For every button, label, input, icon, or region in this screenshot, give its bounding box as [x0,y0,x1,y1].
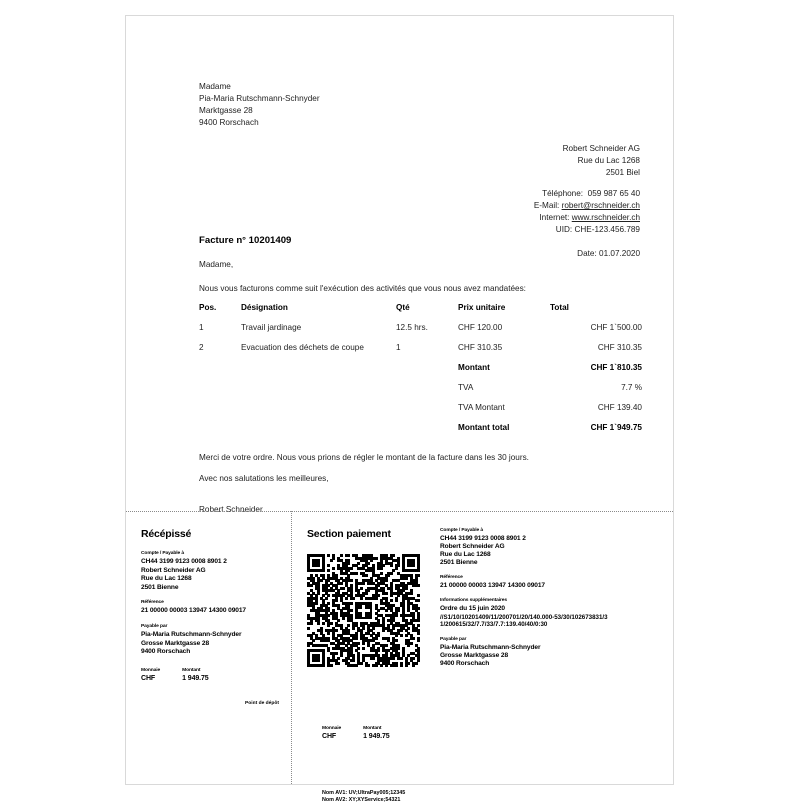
summary-value: CHF 139.40 [597,403,642,412]
payment-account-iban: CH44 3199 9123 0008 8901 2 [440,535,526,542]
receipt-account-name: Robert Schneider AG [141,566,206,574]
phone-line [534,188,640,200]
alt-scheme-line-2: Nom AV2: XY;XYService;54321 [322,797,401,804]
cell-designation: Travail jardinage [241,323,302,332]
summary-label: Montant [458,363,490,372]
th-qty: Qté [396,303,410,312]
payment-payable-name: Pia-Maria Rutschmann-Schnyder [440,643,541,651]
table-header-row [199,303,642,323]
invoice-salutation: Madame, [199,260,234,269]
invoice-section [126,16,673,514]
summary-row-subtotal [199,363,642,383]
sender-address [563,143,640,179]
receipt-reference-header: Référence [141,600,164,606]
summary-row-grand-total [199,423,642,443]
payment-currency-value: CHF [322,733,337,740]
closing-text-payment-terms: Merci de votre ordre. Nous vous prions de régler le montant de la facture dans les 30 jours. [199,453,529,462]
payment-account-block [440,528,663,567]
payment-amount-header: Montant [363,726,382,731]
payment-left-column [307,554,427,804]
swiss-qr-code [307,554,420,667]
payment-currency-header: Monnaie [322,726,342,731]
th-total: Total [550,303,569,312]
receipt-payable-city: 9400 Rorschach [141,648,191,656]
receipt-payable-name: Pia-Maria Rutschmann-Schnyder [141,630,242,638]
payment-account-name: Robert Schneider AG [440,543,505,551]
payment-payable-city: 9400 Rorschach [440,659,490,667]
payment-structured-message: //S1/10/10201409/11/200701/20/140.000-53/30/102673831/31/200615/32/7.7/33/7.7:139.40/40/0:30 [440,613,608,629]
receipt-payable-block [141,624,281,657]
payment-payable-block [440,637,663,668]
payment-account-city: 2501 Bienne [440,559,478,567]
alt-scheme-line-1: Nom AV1: UV;UltraPay005;12345 [322,790,406,796]
receipt-currency-header: Monnaie [141,668,161,674]
payment-currency-col [322,726,341,741]
receipt-account-city: 2501 Bienne [141,583,179,591]
payment-amount-block [322,726,390,741]
sender-city: 2501 Biel [605,168,640,178]
internet-label: Internet: [539,213,570,223]
receipt-part [126,512,291,784]
receipt-payable-header: Payable par [141,623,168,629]
line-items-table [199,303,642,443]
cell-total: CHF 1`500.00 [590,323,642,332]
receipt-account-header: Compte / Payable à [141,551,185,556]
qr-bill-section [126,512,673,804]
cell-unit-price: CHF 310.35 [458,343,503,352]
payment-account-street: Rue du Lac 1268 [440,551,491,559]
cell-pos: 1 [199,323,204,332]
sender-company: Robert Schneider AG [562,144,640,153]
payment-right-column [440,528,663,676]
receipt-reference-value: 21 00000 00003 13947 14300 09017 [141,607,246,615]
payment-additional-line: Ordre du 15 juin 2020 [440,605,505,613]
cell-total: CHF 310.35 [597,343,642,352]
receipt-account-street: Rue du Lac 1268 [141,575,192,583]
cell-qty: 1 [396,343,401,352]
payment-reference-header: Référence [440,575,463,581]
summary-label: Montant total [458,423,510,432]
payment-amount-col [363,726,389,741]
recipient-name: Pia-Maria Rutschmann-Schnyder [199,94,320,104]
summary-label: TVA [458,383,474,392]
phone-label: Téléphone: [542,189,584,198]
receipt-currency-value: CHF [141,675,156,683]
alternative-schemes [322,790,405,804]
payment-additional-info-block [440,598,663,628]
invoice-title: Facture n° 10201409 [199,235,292,246]
receipt-account-block [141,551,281,592]
email-line [534,200,640,212]
summary-label: TVA Montant [458,403,505,412]
invoice-date: Date: 01.07.2020 [577,249,640,258]
receipt-amount-block [141,668,209,684]
acceptance-point-label: Point de dépôt [245,701,279,706]
payment-part [292,512,673,804]
payment-payable-header: Payable par [440,636,467,642]
website-link[interactable]: www.rschneider.ch [571,213,640,223]
sender-street: Rue du Lac 1268 [577,156,640,166]
recipient-street: Marktgasse 28 [199,106,253,116]
receipt-amount-col [182,668,208,684]
cell-unit-price: CHF 120.00 [458,323,503,332]
cell-designation: Evacuation des déchets de coupe [241,343,364,352]
closing-text-greeting: Avec nos salutations les meilleures, [199,474,329,483]
th-unit-price: Prix unitaire [458,303,506,312]
swiss-cross-icon [354,601,373,620]
receipt-payable-street: Grosse Marktgasse 28 [141,639,210,647]
th-designation: Désignation [241,303,288,312]
receipt-amount-header: Montant [182,668,201,674]
recipient-address [199,81,320,129]
receipt-reference-block [141,600,281,616]
table-row [199,343,642,363]
summary-value: 7.7 % [621,383,642,392]
email-link[interactable]: robert@rschneider.ch [561,201,640,211]
cell-pos: 2 [199,343,204,352]
summary-value: CHF 1`810.35 [590,363,642,372]
payment-additional-header: Informations supplémentaires [440,598,508,604]
receipt-account-iban: CH44 3199 9123 0008 8901 2 [141,558,227,565]
receipt-amount-value: 1 949.75 [182,675,209,683]
internet-line [534,212,640,224]
recipient-city: 9400 Rorschach [199,118,259,128]
payment-title: Section paiement [307,528,391,540]
payment-reference-block [440,575,663,590]
summary-row-vat-rate [199,383,642,403]
summary-row-vat-amount [199,403,642,423]
payment-reference-value: 21 00000 00003 13947 14300 09017 [440,582,545,590]
payment-payable-street: Grosse Marktgasse 28 [440,651,509,659]
invoice-page [125,15,674,804]
sender-contact [534,188,640,236]
receipt-title: Récépissé [141,528,192,540]
receipt-currency-col [141,668,160,684]
recipient-salutation: Madame [199,82,231,91]
summary-value: CHF 1`949.75 [590,423,642,432]
th-pos: Pos. [199,303,217,312]
email-label: E-Mail: [533,201,560,211]
cell-qty: 12.5 hrs. [396,323,428,332]
signature-name: Robert Schneider [199,505,263,514]
payment-account-header: Compte / Payable à [440,528,484,533]
invoice-intro: Nous vous facturons comme suit l'exécution des activités que vous nous avez mandatées: [199,284,526,293]
table-row [199,323,642,343]
phone-value: 059 987 65 40 [587,189,640,198]
payment-amount-value: 1 949.75 [363,733,390,740]
uid-value: UID: CHE-123.456.789 [555,225,640,235]
